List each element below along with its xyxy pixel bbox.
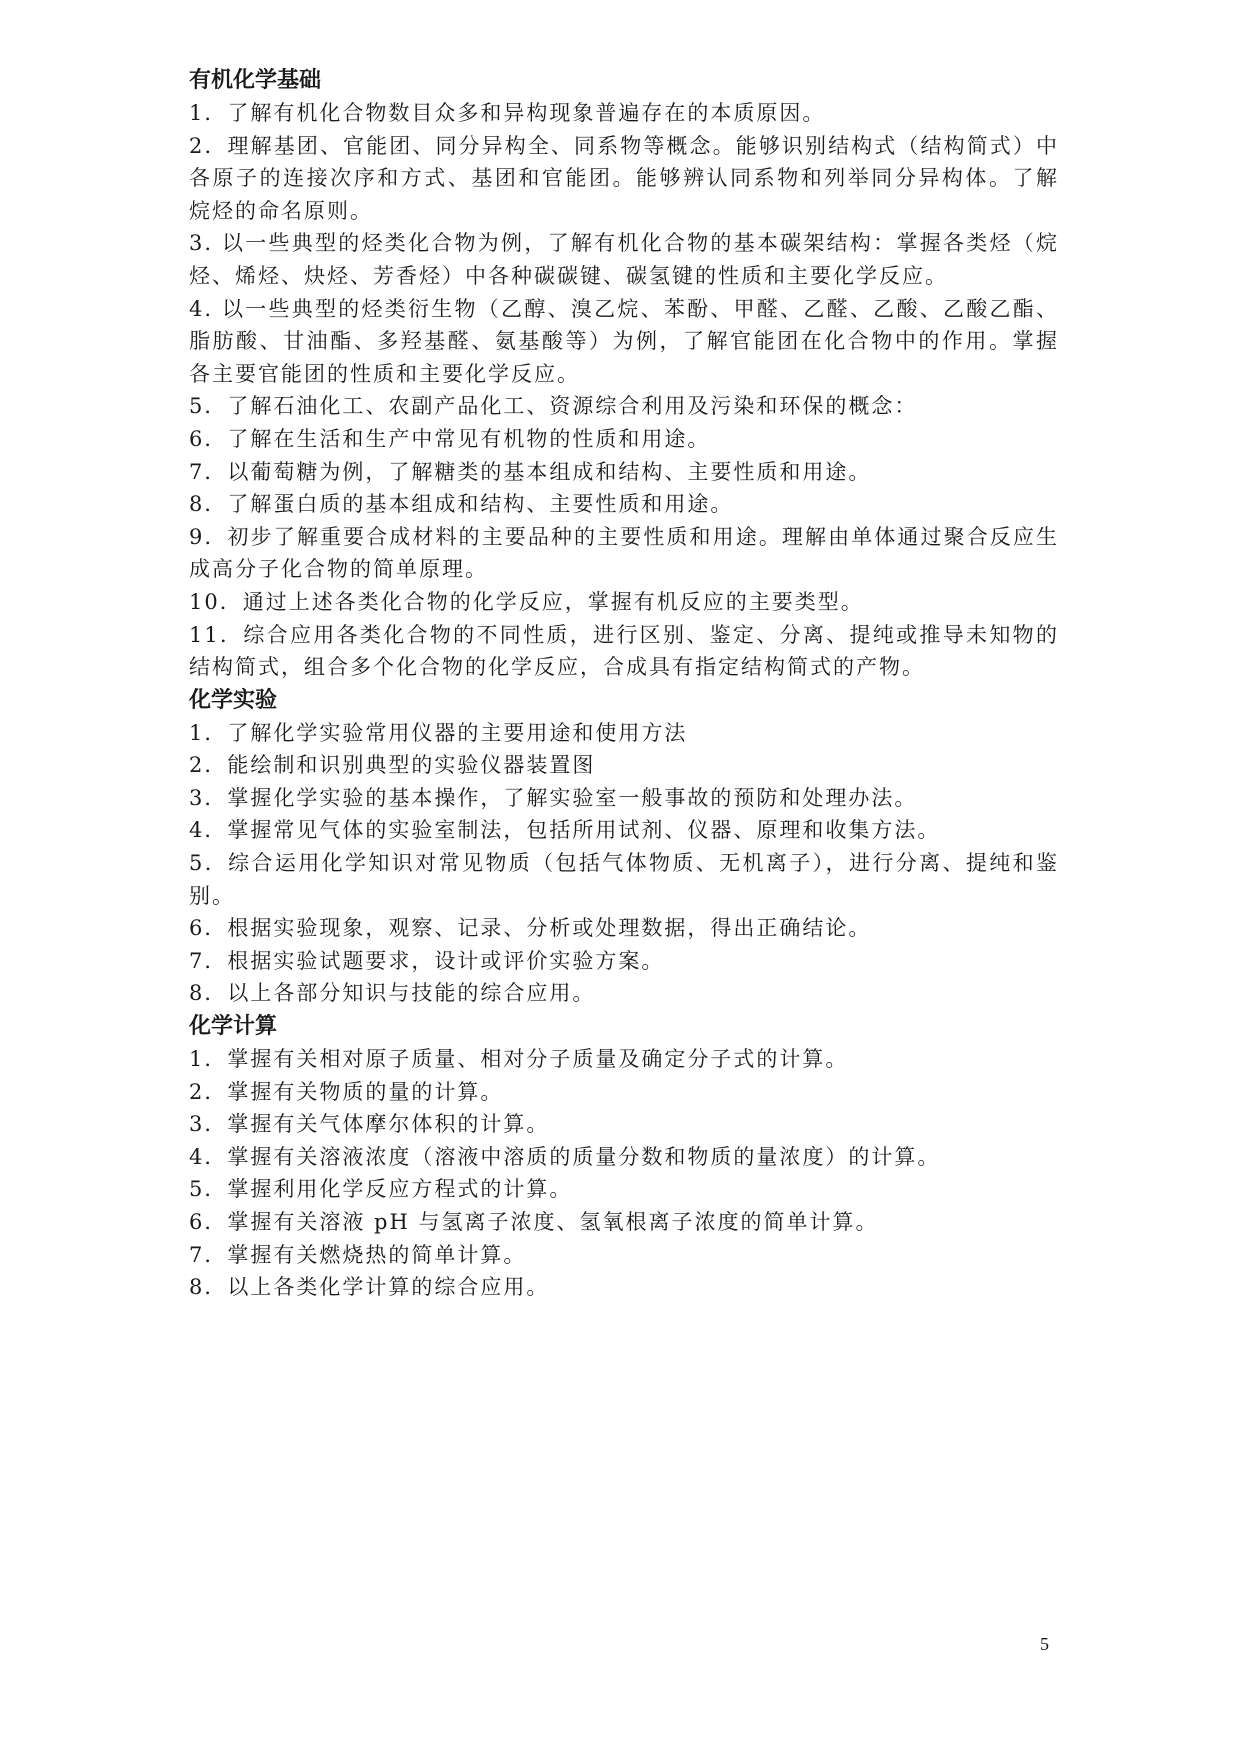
list-item: 1．了解有机化合物数目众多和异构现象普遍存在的本质原因。: [189, 101, 826, 125]
list-item: 3．掌握有关气体摩尔体积的计算。: [189, 1112, 550, 1137]
list-item: 10．通过上述各类化合物的化学反应，掌握有机反应的主要类型。: [189, 589, 864, 614]
section-title: 有机化学基础: [189, 68, 322, 93]
section-chemistry-calculations: [189, 1010, 1059, 1304]
list-item: 1．掌握有关相对原子质量、相对分子质量及确定分子式的计算。: [189, 1047, 849, 1072]
list-item: 4．掌握有关溶液浓度（溶液中溶质的质量分数和物质的量浓度）的计算。: [189, 1144, 941, 1169]
list-item: 5．综合运用化学知识对常见物质（包括气体物质、无机离子），进行分离、提纯和鉴别。: [189, 851, 1059, 908]
list-item: 6．了解在生活和生产中常见有机物的性质和用途。: [189, 426, 711, 451]
list-item: 8．了解蛋白质的基本组成和结构、主要性质和用途。: [189, 492, 734, 517]
list-item: 5．了解石油化工、农副产品化工、资源综合利用及污染和环保的概念：: [189, 394, 918, 419]
list-item: 8．以上各类化学计算的综合应用。: [189, 1275, 550, 1300]
list-item: 4. 以一些典型的烃类衍生物（乙醇、溴乙烷、苯酚、甲醛、乙醛、乙酸、乙酸乙酯、脂肪酸、甘油酯、多羟基醛、氨基酸等）为例，了解官能团在化合物中的作用。掌握各主要官能团的性质和主要化学反应。: [189, 296, 1059, 386]
section-chemistry-experiments: [189, 684, 1059, 1010]
section-organic-chemistry: [189, 64, 1059, 684]
list-item: 4．掌握常见气体的实验室制法，包括所用试剂、仪器、原理和收集方法。: [189, 818, 941, 843]
list-item: 2．掌握有关物质的量的计算。: [189, 1079, 504, 1104]
list-item: 9．初步了解重要合成材料的主要品种的主要性质和用途。理解由单体通过聚合反应生成高分子化合物的简单原理。: [189, 524, 1059, 582]
list-item: 3．掌握化学实验的基本操作，了解实验室一般事故的预防和处理办法。: [189, 785, 918, 810]
document-body: [189, 64, 1059, 1304]
list-item: 7．以葡萄糖为例，了解糖类的基本组成和结构、主要性质和用途。: [189, 459, 872, 484]
section-title: 化学计算: [189, 1014, 278, 1040]
list-item: 2．理解基团、官能团、同分异构全、同系物等概念。能够识别结构式（结构简式）中各原子的连接次序和方式、基团和官能团。能够辨认同系物和列举同分异构体。了解烷烃的命名原则。: [189, 133, 1059, 223]
list-item: 3. 以一些典型的烃类化合物为例，了解有机化合物的基本碳架结构：掌握各类烃（烷烃、烯烃、炔烃、芳香烃）中各种碳碳键、碳氢键的性质和主要化学反应。: [189, 231, 1059, 288]
list-item: 8．以上各部分知识与技能的综合应用。: [189, 981, 596, 1006]
section-title: 化学实验: [189, 687, 278, 713]
list-item: 11．综合应用各类化合物的不同性质，进行区别、鉴定、分离、提纯或推导未知物的结构简式，组合多个化合物的化学反应，合成具有指定结构简式的产物。: [189, 622, 1059, 680]
list-item: 2．能绘制和识别典型的实验仪器装置图: [189, 753, 596, 778]
list-item: 5．掌握利用化学反应方程式的计算。: [189, 1177, 573, 1202]
list-item: 7．根据实验试题要求，设计或评价实验方案。: [189, 948, 665, 973]
list-item: 1．了解化学实验常用仪器的主要用途和使用方法: [189, 720, 688, 745]
page-number: 5: [1040, 1634, 1049, 1654]
list-item: 6．根据实验现象，观察、记录、分析或处理数据，得出正确结论。: [189, 916, 872, 941]
list-item: 6．掌握有关溶液 pH 与氢离子浓度、氢氧根离子浓度的简单计算。: [189, 1210, 879, 1234]
list-item: 7．掌握有关燃烧热的简单计算。: [189, 1242, 527, 1267]
